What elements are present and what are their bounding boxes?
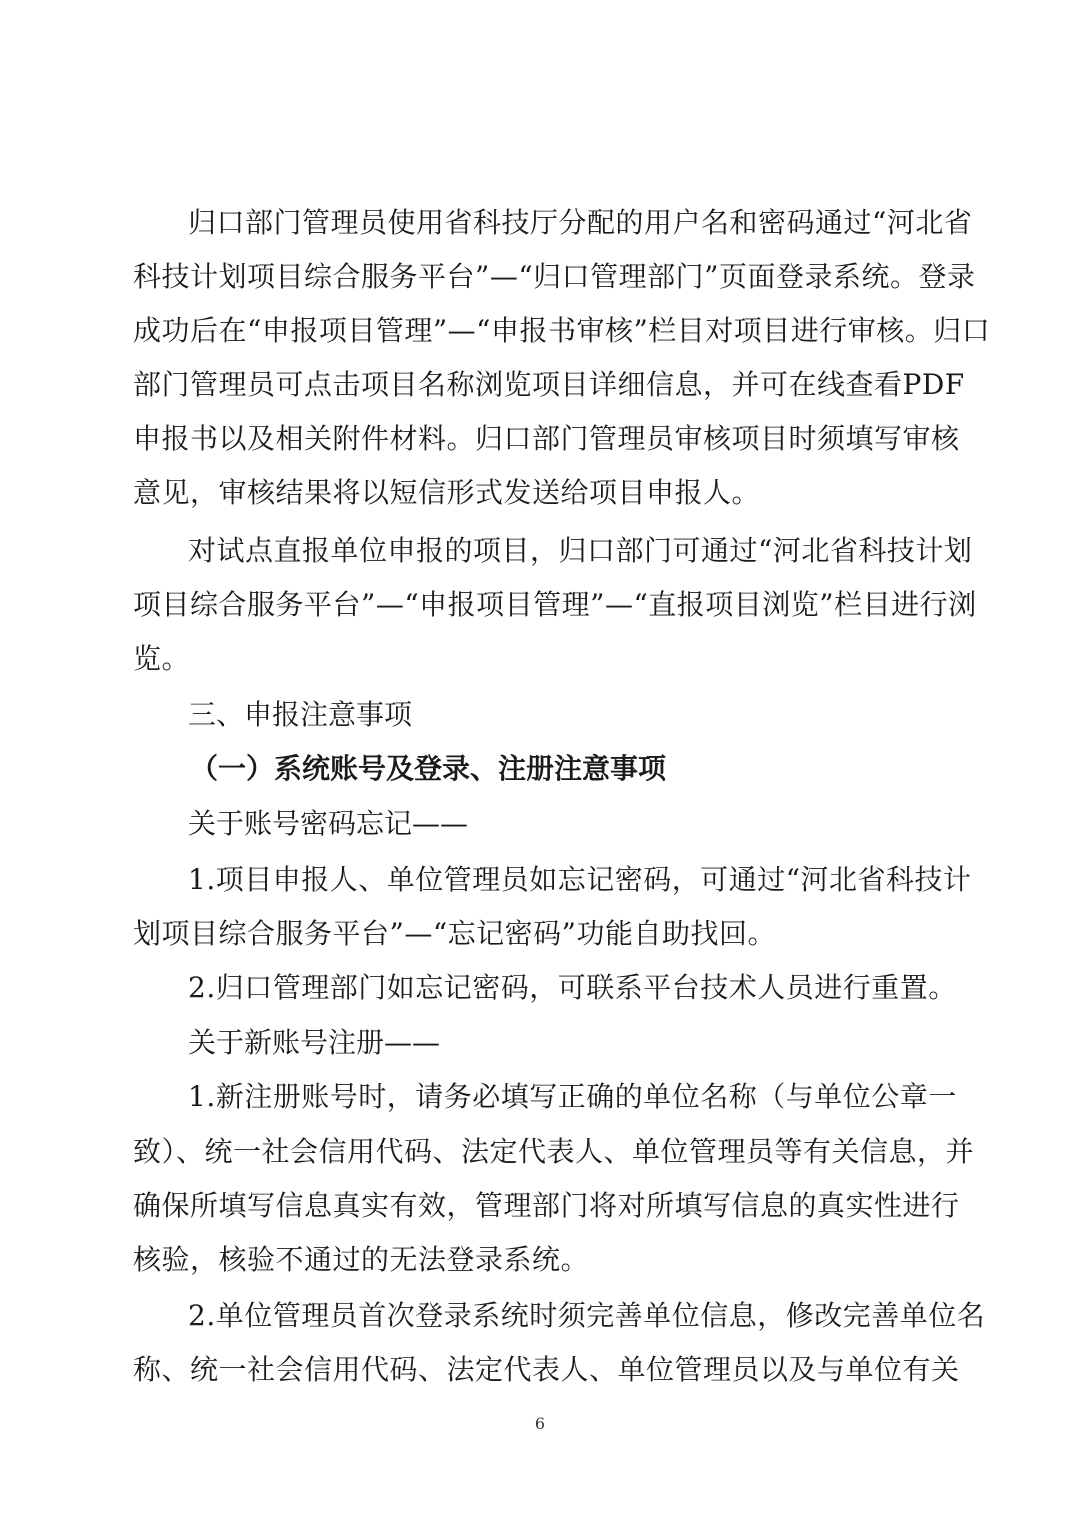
paragraph-line: 部门管理员可点击项目名称浏览项目详细信息，并可在线查看PDF — [133, 368, 965, 401]
paragraph-line: 1.项目申报人、单位管理员如忘记密码，可通过“河北省科技计 — [188, 863, 972, 896]
paragraph-line: 成功后在“申报项目管理”—“申报书审核”栏目对项目进行审核。归口 — [133, 314, 991, 347]
page-number: 6 — [534, 1414, 546, 1433]
paragraph-line: 确保所填写信息真实有效，管理部门将对所填写信息的真实性进行 — [133, 1189, 960, 1222]
paragraph-line: 申报书以及相关附件材料。归口部门管理员审核项目时须填写审核 — [133, 422, 960, 455]
paragraph-line: 2.单位管理员首次登录系统时须完善单位信息，修改完善单位名 — [188, 1299, 986, 1332]
paragraph-line: 致）、统一社会信用代码、法定代表人、单位管理员等有关信息，并 — [133, 1135, 975, 1168]
paragraph-line: 项目综合服务平台”—“申报项目管理”—“直报项目浏览”栏目进行浏 — [133, 588, 977, 621]
paragraph-line: 意见，审核结果将以短信形式发送给项目申报人。 — [133, 476, 761, 509]
paragraph-line: 核验，核验不通过的无法登录系统。 — [133, 1243, 590, 1276]
subtitle-password: 关于账号密码忘记—— — [188, 807, 469, 840]
paragraph-line: 2.归口管理部门如忘记密码，可联系平台技术人员进行重置。 — [188, 971, 957, 1004]
subsection-heading: （一）系统账号及登录、注册注意事项 — [190, 752, 667, 785]
paragraph-line: 览。 — [133, 642, 191, 675]
paragraph-line: 科技计划项目综合服务平台”—“归口管理部门”页面登录系统。登录 — [133, 260, 976, 293]
section-heading: 三、申报注意事项 — [188, 698, 413, 731]
paragraph-line: 归口部门管理员使用省科技厅分配的用户名和密码通过“河北省 — [188, 206, 973, 239]
paragraph-line: 划项目综合服务平台”—“忘记密码”功能自助找回。 — [133, 917, 776, 950]
subtitle-register: 关于新账号注册—— — [188, 1026, 441, 1059]
paragraph-line: 1.新注册账号时，请务必填写正确的单位名称（与单位公章一 — [188, 1080, 957, 1113]
paragraph-line: 对试点直报单位申报的项目，归口部门可通过“河北省科技计划 — [188, 534, 973, 567]
paragraph-line: 称、统一社会信用代码、法定代表人、单位管理员以及与单位有关 — [133, 1353, 960, 1386]
